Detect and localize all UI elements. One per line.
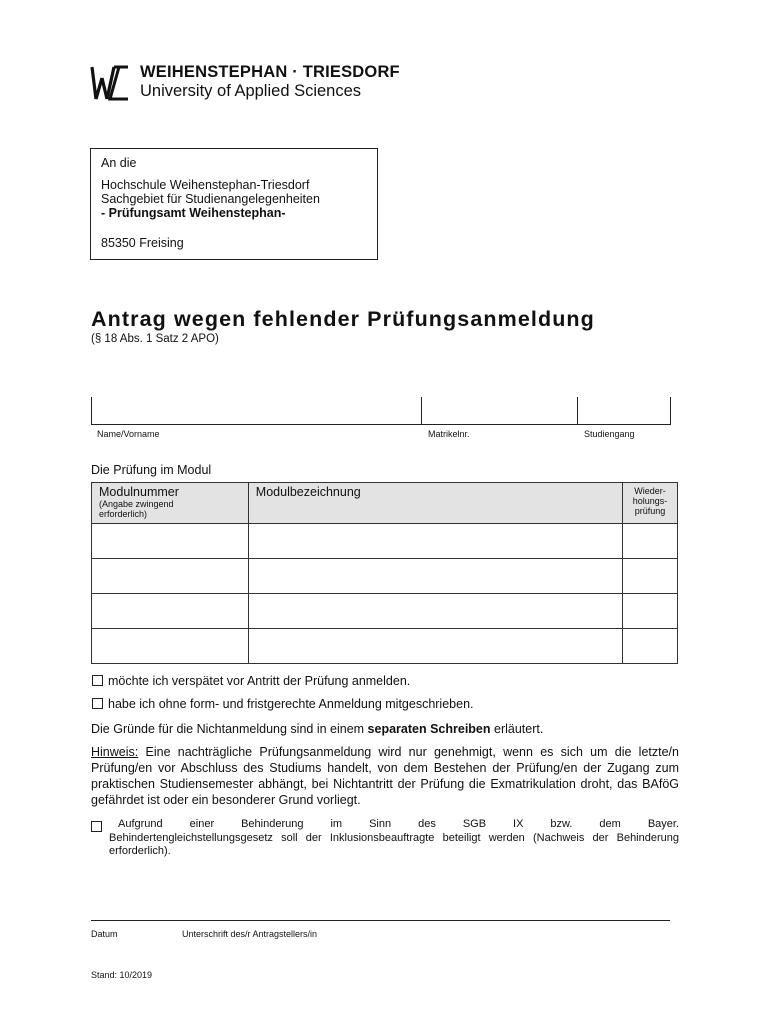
table-header-row [92,483,678,524]
studiengang-input[interactable] [578,397,669,424]
datum-label: Datum [91,929,118,939]
disability-paragraph: Aufgrund einer Behinderung im Sinn des SGB IX bzw. dem Bayer. Behindertengleichstellungsgesetz soll der Inklusionsbeauftragte beteiligt werden (Nachweis der Behinderung erforderlich). [91,818,679,859]
university-logo-icon [90,64,130,102]
wiederholung-cell[interactable] [623,594,678,629]
page-subtitle: (§ 18 Abs. 1 Satz 2 APO) [91,333,219,345]
header-wiederholungspruefung: Wieder- holungs- prüfung [623,483,678,524]
matrikel-input[interactable] [422,397,576,424]
field-underline [91,424,671,425]
module-section-label: Die Prüfung im Modul [91,463,212,477]
hint-text: Eine nachträgliche Prüfungsanmeldung wird nur genehmigt, wenn es sich um die letzte/n Prüfung/en vor Abschluss des Studiums handelt, von dem Bestehen der Prüfung/en der Zugang zum praktischen Studiensemester abhängt, bei Nichtantritt der Prüfung die Exmatrikulation droht, das BAföG gefährdet ist oder ein besonderer Grund vorliegt. [91,745,679,807]
late-registration-checkbox[interactable] [92,675,103,686]
table-row [92,524,678,559]
table-row [92,629,678,664]
studiengang-label: Studiengang [584,429,635,439]
matrikel-label: Matrikelnr. [428,429,470,439]
wiederholung-cell[interactable] [623,524,678,559]
modulbezeichnung-cell[interactable] [248,594,622,629]
module-table [91,482,678,664]
name-label: Name/Vorname [97,429,160,439]
modulnummer-cell[interactable] [92,594,249,629]
option-written-without-registration [92,697,474,711]
name-input[interactable] [92,397,420,424]
address-line-4: - Prüfungsamt Weihenstephan- [101,206,286,220]
late-registration-label: möchte ich verspätet vor Antritt der Prüfung anmelden. [108,674,411,688]
written-without-registration-label: habe ich ohne form- und fristgerechte Anmeldung mitgeschrieben. [108,697,474,711]
option-late-registration [92,674,410,688]
hint-paragraph [91,744,679,808]
modulbezeichnung-cell[interactable] [248,524,622,559]
hint-label: Hinweis: [91,745,139,759]
modulbezeichnung-cell[interactable] [248,559,622,594]
table-row [92,594,678,629]
wiederholung-cell[interactable] [623,629,678,664]
address-line-3: Sachgebiet für Studienangelegenheiten [101,192,320,206]
address-line-5: 85350 Freising [101,236,184,250]
modulbezeichnung-cell[interactable] [248,629,622,664]
table-row [92,559,678,594]
header-modulbezeichnung: Modulbezeichnung [248,483,622,524]
written-without-registration-checkbox[interactable] [92,698,103,709]
modulnummer-cell[interactable] [92,524,249,559]
signature-line[interactable] [91,920,670,921]
header-modulnummer: Modulnummer (Angabe zwingend erforderlich) [92,483,249,524]
disability-text: Behindertengleichstellungsgesetz soll der Inklusionsbeauftragte beteiligt werden (Nachweis der Behinderung erforderlich). [109,831,679,857]
address-line-1: An die [101,156,137,170]
address-line-2: Hochschule Weihenstephan-Triesdorf [101,178,310,192]
wiederholung-cell[interactable] [623,559,678,594]
modulnummer-cell[interactable] [92,629,249,664]
signature-label: Unterschrift des/r Antragstellers/in [182,929,318,939]
modulnummer-cell[interactable] [92,559,249,594]
logo-title: WEIHENSTEPHAN · TRIESDORF [140,63,400,81]
page-title: Antrag wegen fehlender Prüfungsanmeldung [91,307,595,331]
stand-label: Stand: 10/2019 [91,970,153,980]
reasons-text: Die Gründe für die Nichtanmeldung sind in einem separaten Schreiben erläutert. [91,722,544,736]
field-divider [670,397,671,425]
logo-subtitle: University of Applied Sciences [140,82,362,100]
